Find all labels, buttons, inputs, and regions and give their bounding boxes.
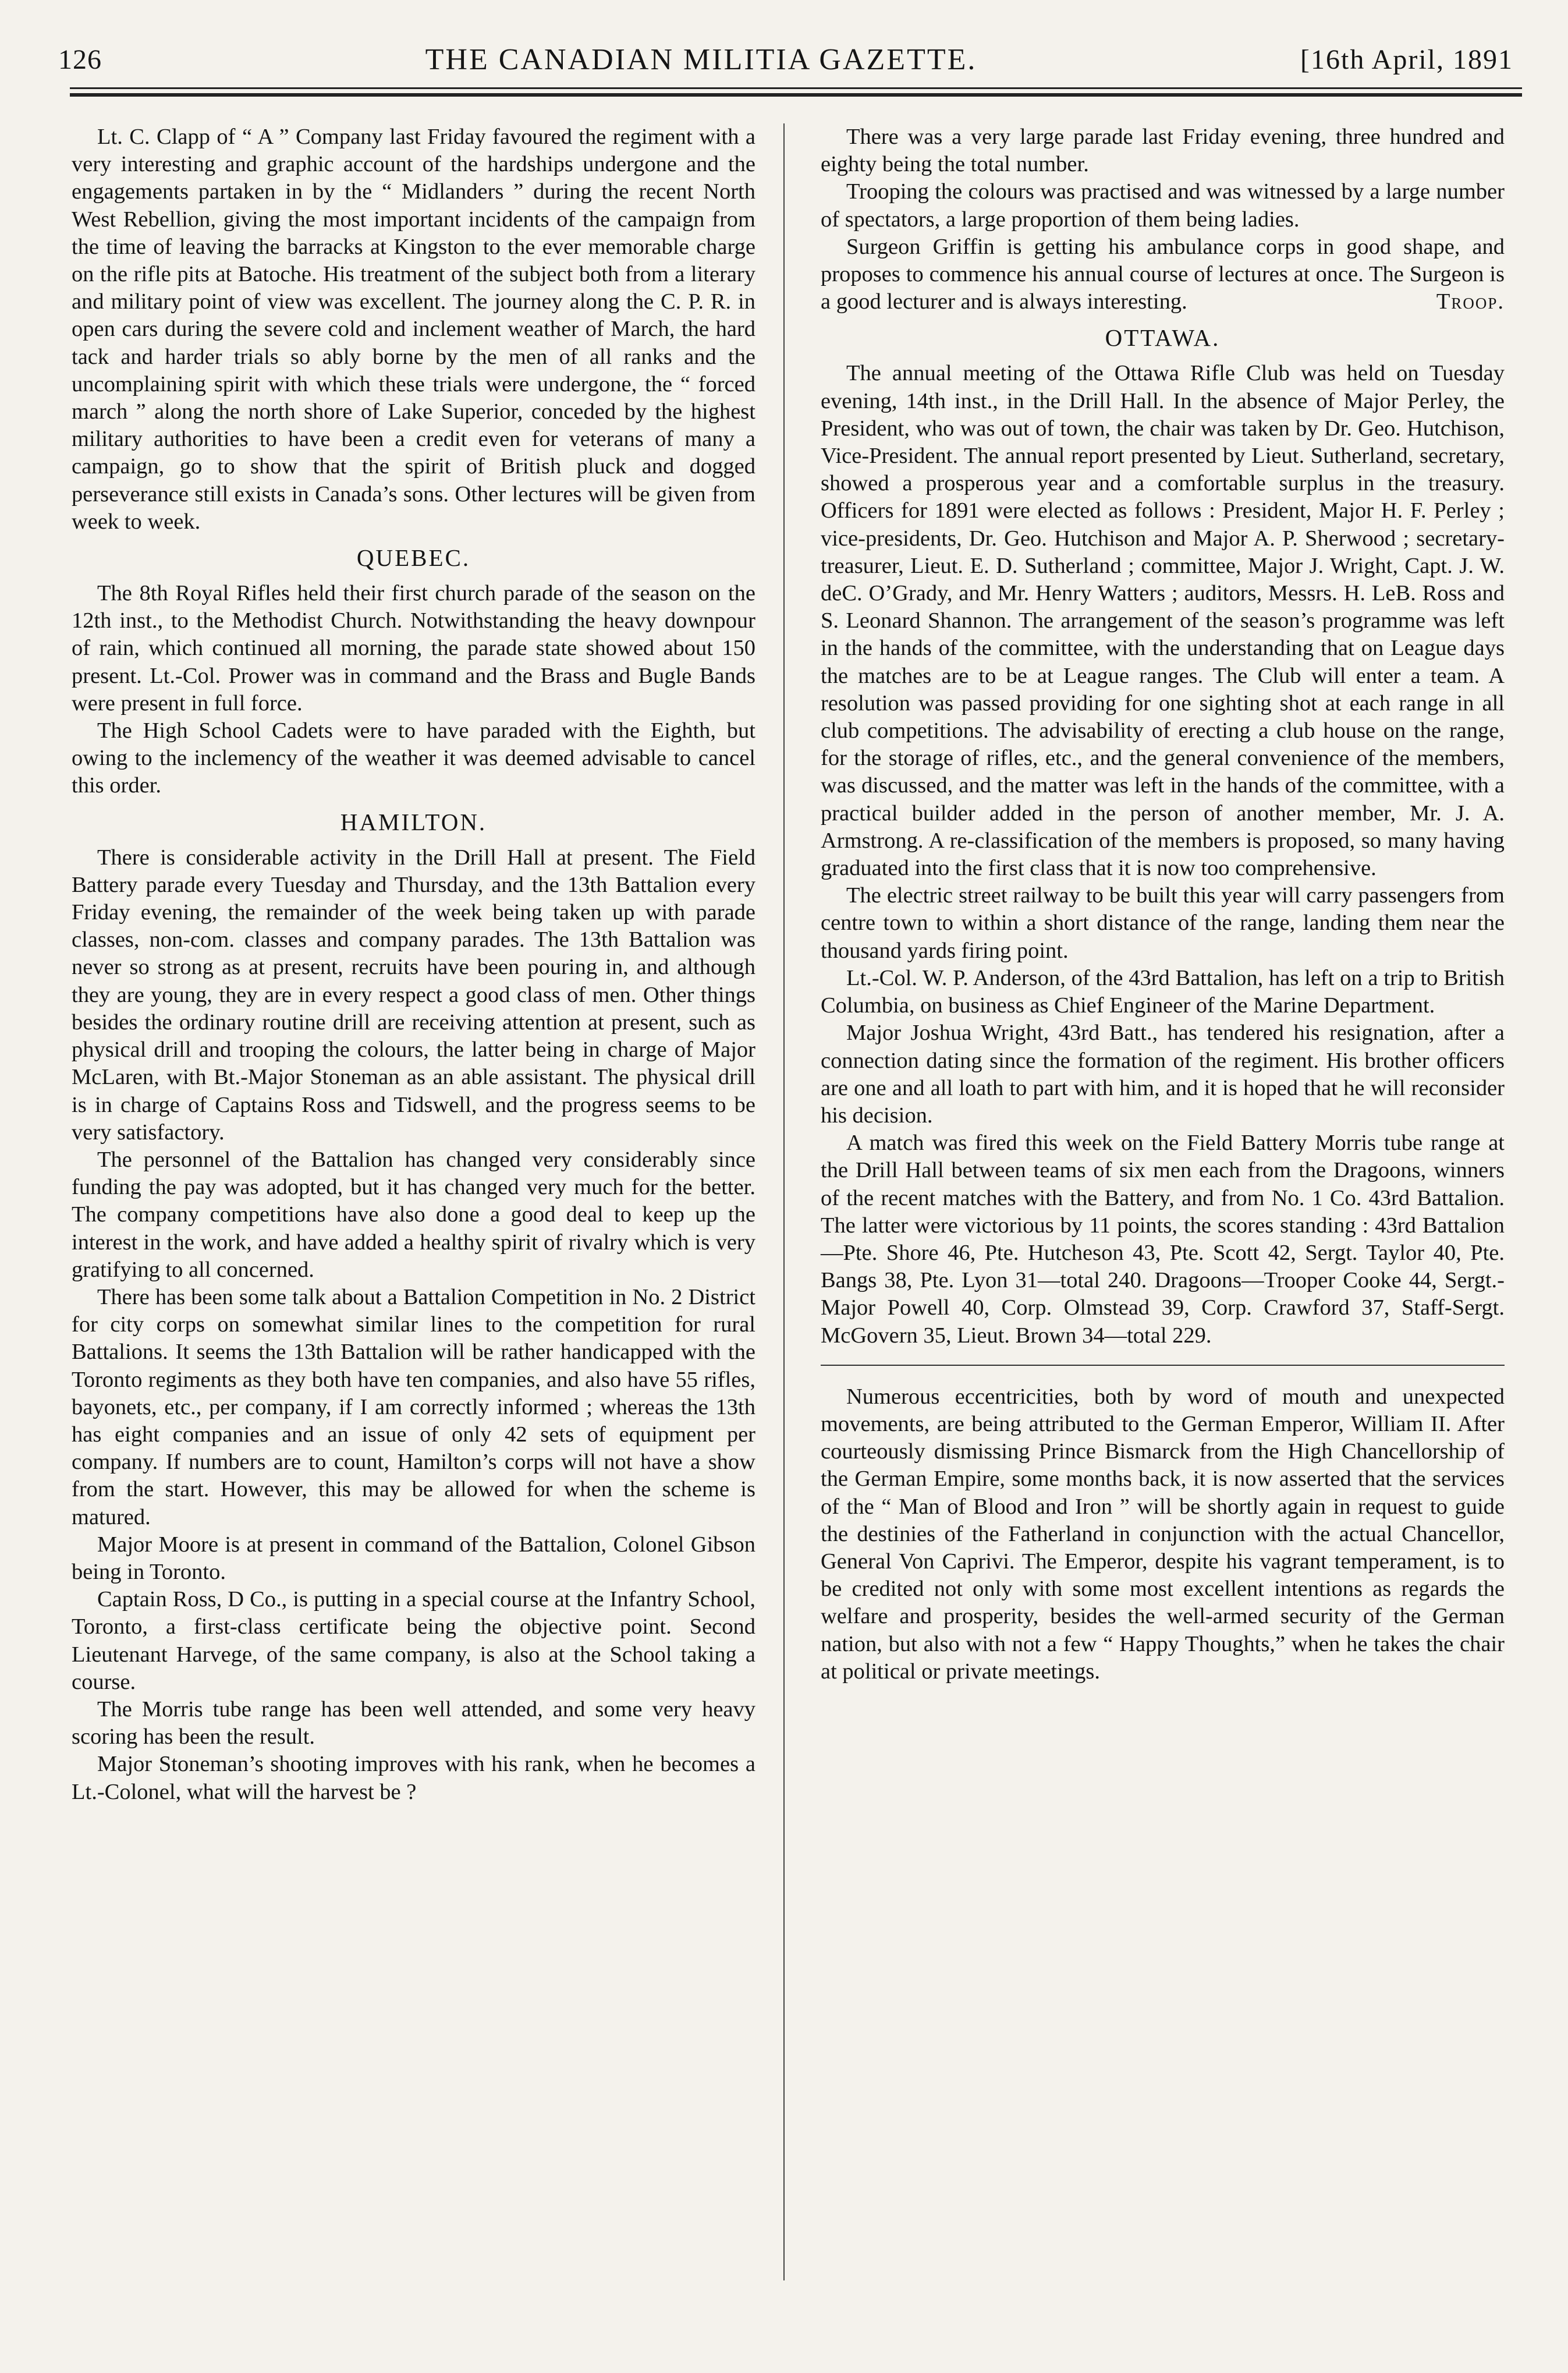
quebec-paragraph: The High School Cadets were to have paraded with the Eighth, but owing to the inclemency of the weather it was deemed advisable to cancel this order.	[72, 718, 755, 798]
hamilton-paragraph: The personnel of the Battalion has changed very considerably since funding the pay was adopted, but it has changed very much for the better. The company competitions have also done a good deal to keep up the interest in the work, and have added a healthy spirit of rivalry which is very gratifying to all concerned.	[72, 1147, 755, 1282]
clapp-lecture-paragraph: Lt. C. Clapp of “ A ” Company last Friday favoured the regiment with a very interesting and graphic account of the hardships undergone and the engagements partaken in by the “ Midlanders ” during the recent North West Rebellion, giving the most important incidents of the campaign from the time of leaving the barracks at Kingston to the ever memorable charge on the rifle pits at Batoche. His treatment of the subject both from a literary and military point of view was excellent. The journey along the C. P. R. in open cars during the severe cold and inclement weather of March, the hard tack and harder trials so ably borne by the men of all ranks and the uncomplaining spirit with which these trials were undergone, the “ forced march ” along the north shore of Lake Superior, conceded by the highest military authorities to have been a credit even for veterans of many a campaign, go to show that the spirit of British pluck and dogged perseverance still exists in Canada’s sons. Other lectures will be given from week to week.	[72, 125, 755, 534]
issue-date: [16th April, 1891	[1300, 44, 1513, 75]
ottawa-paragraph: Major Joshua Wright, 43rd Batt., has tendered his resignation, after a connection dating since the formation of the regiment. His brother officers are one and all loath to part with him, and it is hoped that he will reconsider his decision.	[821, 1021, 1505, 1128]
header-rule-thin	[70, 87, 1522, 89]
ottawa-heading: OTTAWA.	[1105, 324, 1221, 352]
kingston-paragraph	[821, 233, 1505, 316]
ottawa-paragraph: A match was fired this week on the Field Battery Morris tube range at the Drill Hall between teams of six men each from the Dragoons, winners of the recent matches with the Battery, and from No. 1 Co. 43rd Battalion. The latter were victorious by 11 points, the scores standing : 43rd Battalion—Pte. Shore 46, Pte. Hutcheson 43, Pte. Scott 42, Sergt. Taylor 40, Pte. Bangs 38, Pte. Lyon 31—total 240. Dragoons—Trooper Cooke 44, Sergt.-Major Powell 40, Corp. Olmstead 39, Corp. Crawford 37, Staff-Sergt. McGovern 35, Lieut. Brown 34—total 229.	[821, 1131, 1505, 1348]
left-column	[72, 123, 755, 1806]
kingston-paragraph: Trooping the colours was practised and was witnessed by a large number of spectators, a large proportion of them being ladies.	[821, 179, 1505, 232]
section-divider	[821, 1365, 1505, 1366]
header-rule-thick	[70, 93, 1522, 97]
correspondent-signature: Troop.	[1436, 289, 1505, 314]
hamilton-paragraph: Major Moore is at present in command of the Battalion, Colonel Gibson being in Toronto.	[72, 1532, 755, 1584]
kingston-paragraph: There was a very large parade last Friday evening, three hundred and eighty being the total number.	[821, 125, 1505, 177]
page-number: 126	[58, 44, 102, 75]
ottawa-paragraph: The electric street railway to be built this year will carry passengers from centre town to within a short distance of the range, landing them near the thousand yards firing point.	[821, 883, 1505, 963]
hamilton-paragraph: Major Stoneman’s shooting improves with his rank, when he becomes a Lt.-Colonel, what will the harvest be ?	[72, 1752, 755, 1804]
ottawa-paragraph: Lt.-Col. W. P. Anderson, of the 43rd Battalion, has left on a trip to British Columbia, on business as Chief Engineer of the Marine Department.	[821, 965, 1505, 1018]
quebec-paragraph: The 8th Royal Rifles held their first church parade of the season on the 12th inst., to the Methodist Church. Notwithstanding the heavy downpour of rain, which continued all morning, the parade state showed about 150 present. Lt.-Col. Prower was in command and the Brass and Bugle Bands were present in full force.	[72, 581, 755, 716]
kingston-paragraph-text: Surgeon Griffin is getting his ambulance corps in good shape, and proposes to commence his annual course of lectures at once. The Surgeon is a good lecturer and is always interesting.	[821, 234, 1505, 314]
quebec-heading: QUEBEC.	[356, 544, 471, 572]
hamilton-paragraph: There has been some talk about a Battalion Competition in No. 2 District for city corps on somewhat similar lines to the competition for rural Battalions. It seems the 13th Battalion will be rather handicapped with the Toronto regiments as they both have ten companies, and also have 55 rifles, bayonets, etc., per company, if I am correctly informed ; whereas the 13th has eight companies and an issue of only 42 sets of equipment per company. If numbers are to count, Hamilton’s corps will not have a show from the start. However, this may be allowed for when the scheme is matured.	[72, 1284, 755, 1529]
hamilton-paragraph: The Morris tube range has been well attended, and some very heavy scoring has been the result.	[72, 1696, 755, 1749]
masthead-title: THE CANADIAN MILITIA GAZETTE.	[425, 42, 977, 76]
column-divider	[783, 123, 785, 2280]
hamilton-heading: HAMILTON.	[340, 808, 487, 835]
emperor-paragraph: Numerous eccentricities, both by word of mouth and unexpected movements, are being attributed to the German Emperor, William II. After courteously dismissing Prince Bismarck from the High Chancellorship of the German Empire, some months back, it is now asserted that the services of the “ Man of Blood and Iron ” will be shortly again in request to guide the destinies of the Fatherland in conjunction with the actual Chancellor, General Von Caprivi. The Emperor, despite his vagrant temperament, is to be credited not only with some most excellent intentions as regards the welfare and prosperity, besides the well-armed security of the German nation, but also with not a few “ Happy Thoughts,” when he takes the chair at political or private meetings.	[821, 1384, 1505, 1684]
right-column	[821, 123, 1505, 1685]
hamilton-paragraph: Captain Ross, D Co., is putting in a special course at the Infantry School, Toronto, a first-class certificate being the objective point. Second Lieutenant Harvege, of the same company, is also at the School taking a course.	[72, 1587, 755, 1694]
hamilton-paragraph: There is considerable activity in the Drill Hall at present. The Field Battery parade every Tuesday and Thursday, and the 13th Battalion every Friday evening, the remainder of the week being taken up with parade classes, non-com. classes and company parades. The 13th Battalion was never so strong as at present, recruits have been pouring in, and although they are young, they are in every respect a good class of men. Other things besides the ordinary routine drill are receiving attention at present, such as physical drill and trooping the colours, the latter being in charge of Major McLaren, with Bt.-Major Stoneman as an able assistant. The physical drill is in charge of Captains Ross and Tidswell, and the progress seems to be very satisfactory.	[72, 845, 755, 1145]
page-header	[58, 36, 1513, 83]
ottawa-paragraph: The annual meeting of the Ottawa Rifle Club was held on Tuesday evening, 14th inst., in the Drill Hall. In the absence of Major Perley, the President, who was out of town, the chair was taken by Dr. Geo. Hutchison, Vice-President. The annual report presented by Lieut. Sutherland, secretary, showed a prosperous year and a comfortable surplus in the treasury. Officers for 1891 were elected as follows : President, Major H. F. Perley ; vice-presidents, Dr. Geo. Hutchison and Major A. P. Sherwood ; secretary-treasurer, Lieut. E. D. Sutherland ; committee, Major J. Wright, Capt. J. W. deC. O’Grady, and Mr. Henry Watters ; auditors, Messrs. H. LeB. Ross and S. Leonard Shannon. The arrangement of the season’s programme was left in the hands of the committee, with the understanding that on League days the matches are to be at League ranges. The Club will enter a team. A resolution was passed providing for one sighting shot at each range in all club competitions. The advisability of erecting a club house on the range, for the storage of rifles, etc., and the general convenience of the members, was discussed, and the matter was left in the hands of the committee, with a practical builder added in the person of another member, Mr. J. A. Armstrong. A re-classification of the members is proposed, so many having graduated into the first class that it is now too comprehensive.	[821, 361, 1505, 881]
